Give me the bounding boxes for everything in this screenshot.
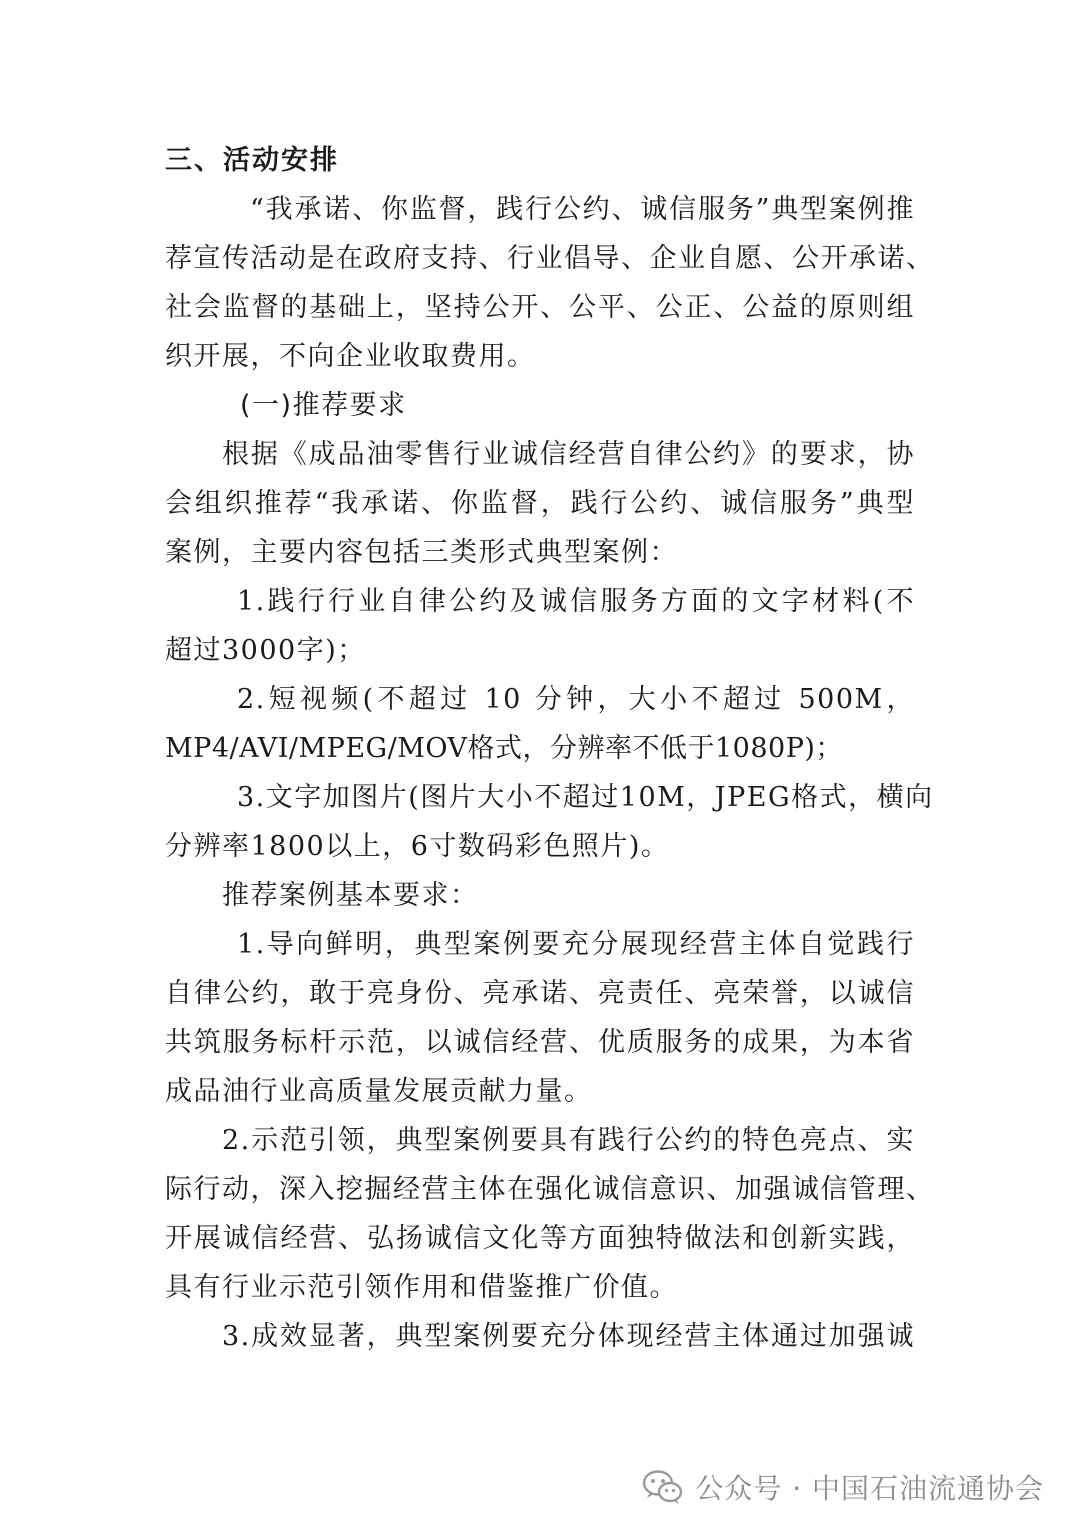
section-heading: 三、活动安排 <box>165 145 339 176</box>
paragraph-line: 社会监督的基础上，坚持公开、公平、公正、公益的原则组 <box>165 292 915 323</box>
paragraph-line: 会组织推荐“我承诺、你监督，践行公约、诚信服务”典型 <box>165 488 915 519</box>
list-item-line: 2.示范引领，典型案例要具有践行公约的特色亮点、实 <box>222 1125 915 1156</box>
list-item-line: 1.践行行业自律公约及诚信服务方面的文字材料(不 <box>237 586 915 617</box>
list-item-line: 2.短视频(不超过 10 分钟，大小不超过 500M， <box>237 684 915 715</box>
paragraph-line: 织开展，不向企业收取费用。 <box>165 341 536 372</box>
list-item-line: 具有行业示范引领作用和借鉴推广价值。 <box>165 1272 678 1303</box>
paragraph-line: 推荐案例基本要求： <box>222 880 479 911</box>
paragraph-line: 根据《成品油零售行业诚信经营自律公约》的要求，协 <box>222 439 915 470</box>
list-item-line: 成品油行业高质量发展贡献力量。 <box>165 1076 593 1107</box>
list-item-line: 共筑服务标杆示范，以诚信经营、优质服务的成果，为本省 <box>165 1027 915 1058</box>
list-item-line: 1.导向鲜明，典型案例要充分展现经营主体自觉践行 <box>237 929 915 960</box>
list-item-line: 自律公约，敢于亮身份、亮承诺、亮责任、亮荣誉，以诚信 <box>165 978 915 1009</box>
watermark <box>641 1465 1044 1509</box>
list-item-line: 超过3000字)； <box>165 635 366 666</box>
list-item-line: 3.成效显著，典型案例要充分体现经营主体通过加强诚 <box>222 1321 915 1352</box>
wechat-icon <box>641 1467 685 1507</box>
list-item-line: 际行动，深入挖掘经营主体在强化诚信意识、加强诚信管理、 <box>165 1174 935 1205</box>
watermark-text: 公众号 · 中国石油流通协会 <box>695 1472 1044 1505</box>
paragraph-line: 案例，主要内容包括三类形式典型案例： <box>165 537 678 568</box>
list-item-line: 3.文字加图片(图片大小不超过10M，JPEG格式，横向 <box>237 782 934 813</box>
subsection-heading: (一)推荐要求 <box>240 390 407 421</box>
paragraph-line: 荐宣传活动是在政府支持、行业倡导、企业自愿、公开承诺、 <box>165 243 935 274</box>
list-item-line: 分辨率1800以上，6寸数码彩色照片)。 <box>165 831 670 862</box>
list-item-line: MP4/AVI/MPEG/MOV格式，分辨率不低于1080P)； <box>165 733 843 764</box>
paragraph-line: “我承诺、你监督，践行公约、诚信服务”典型案例推 <box>250 194 915 225</box>
list-item-line: 开展诚信经营、弘扬诚信文化等方面独特做法和创新实践， <box>165 1223 915 1254</box>
